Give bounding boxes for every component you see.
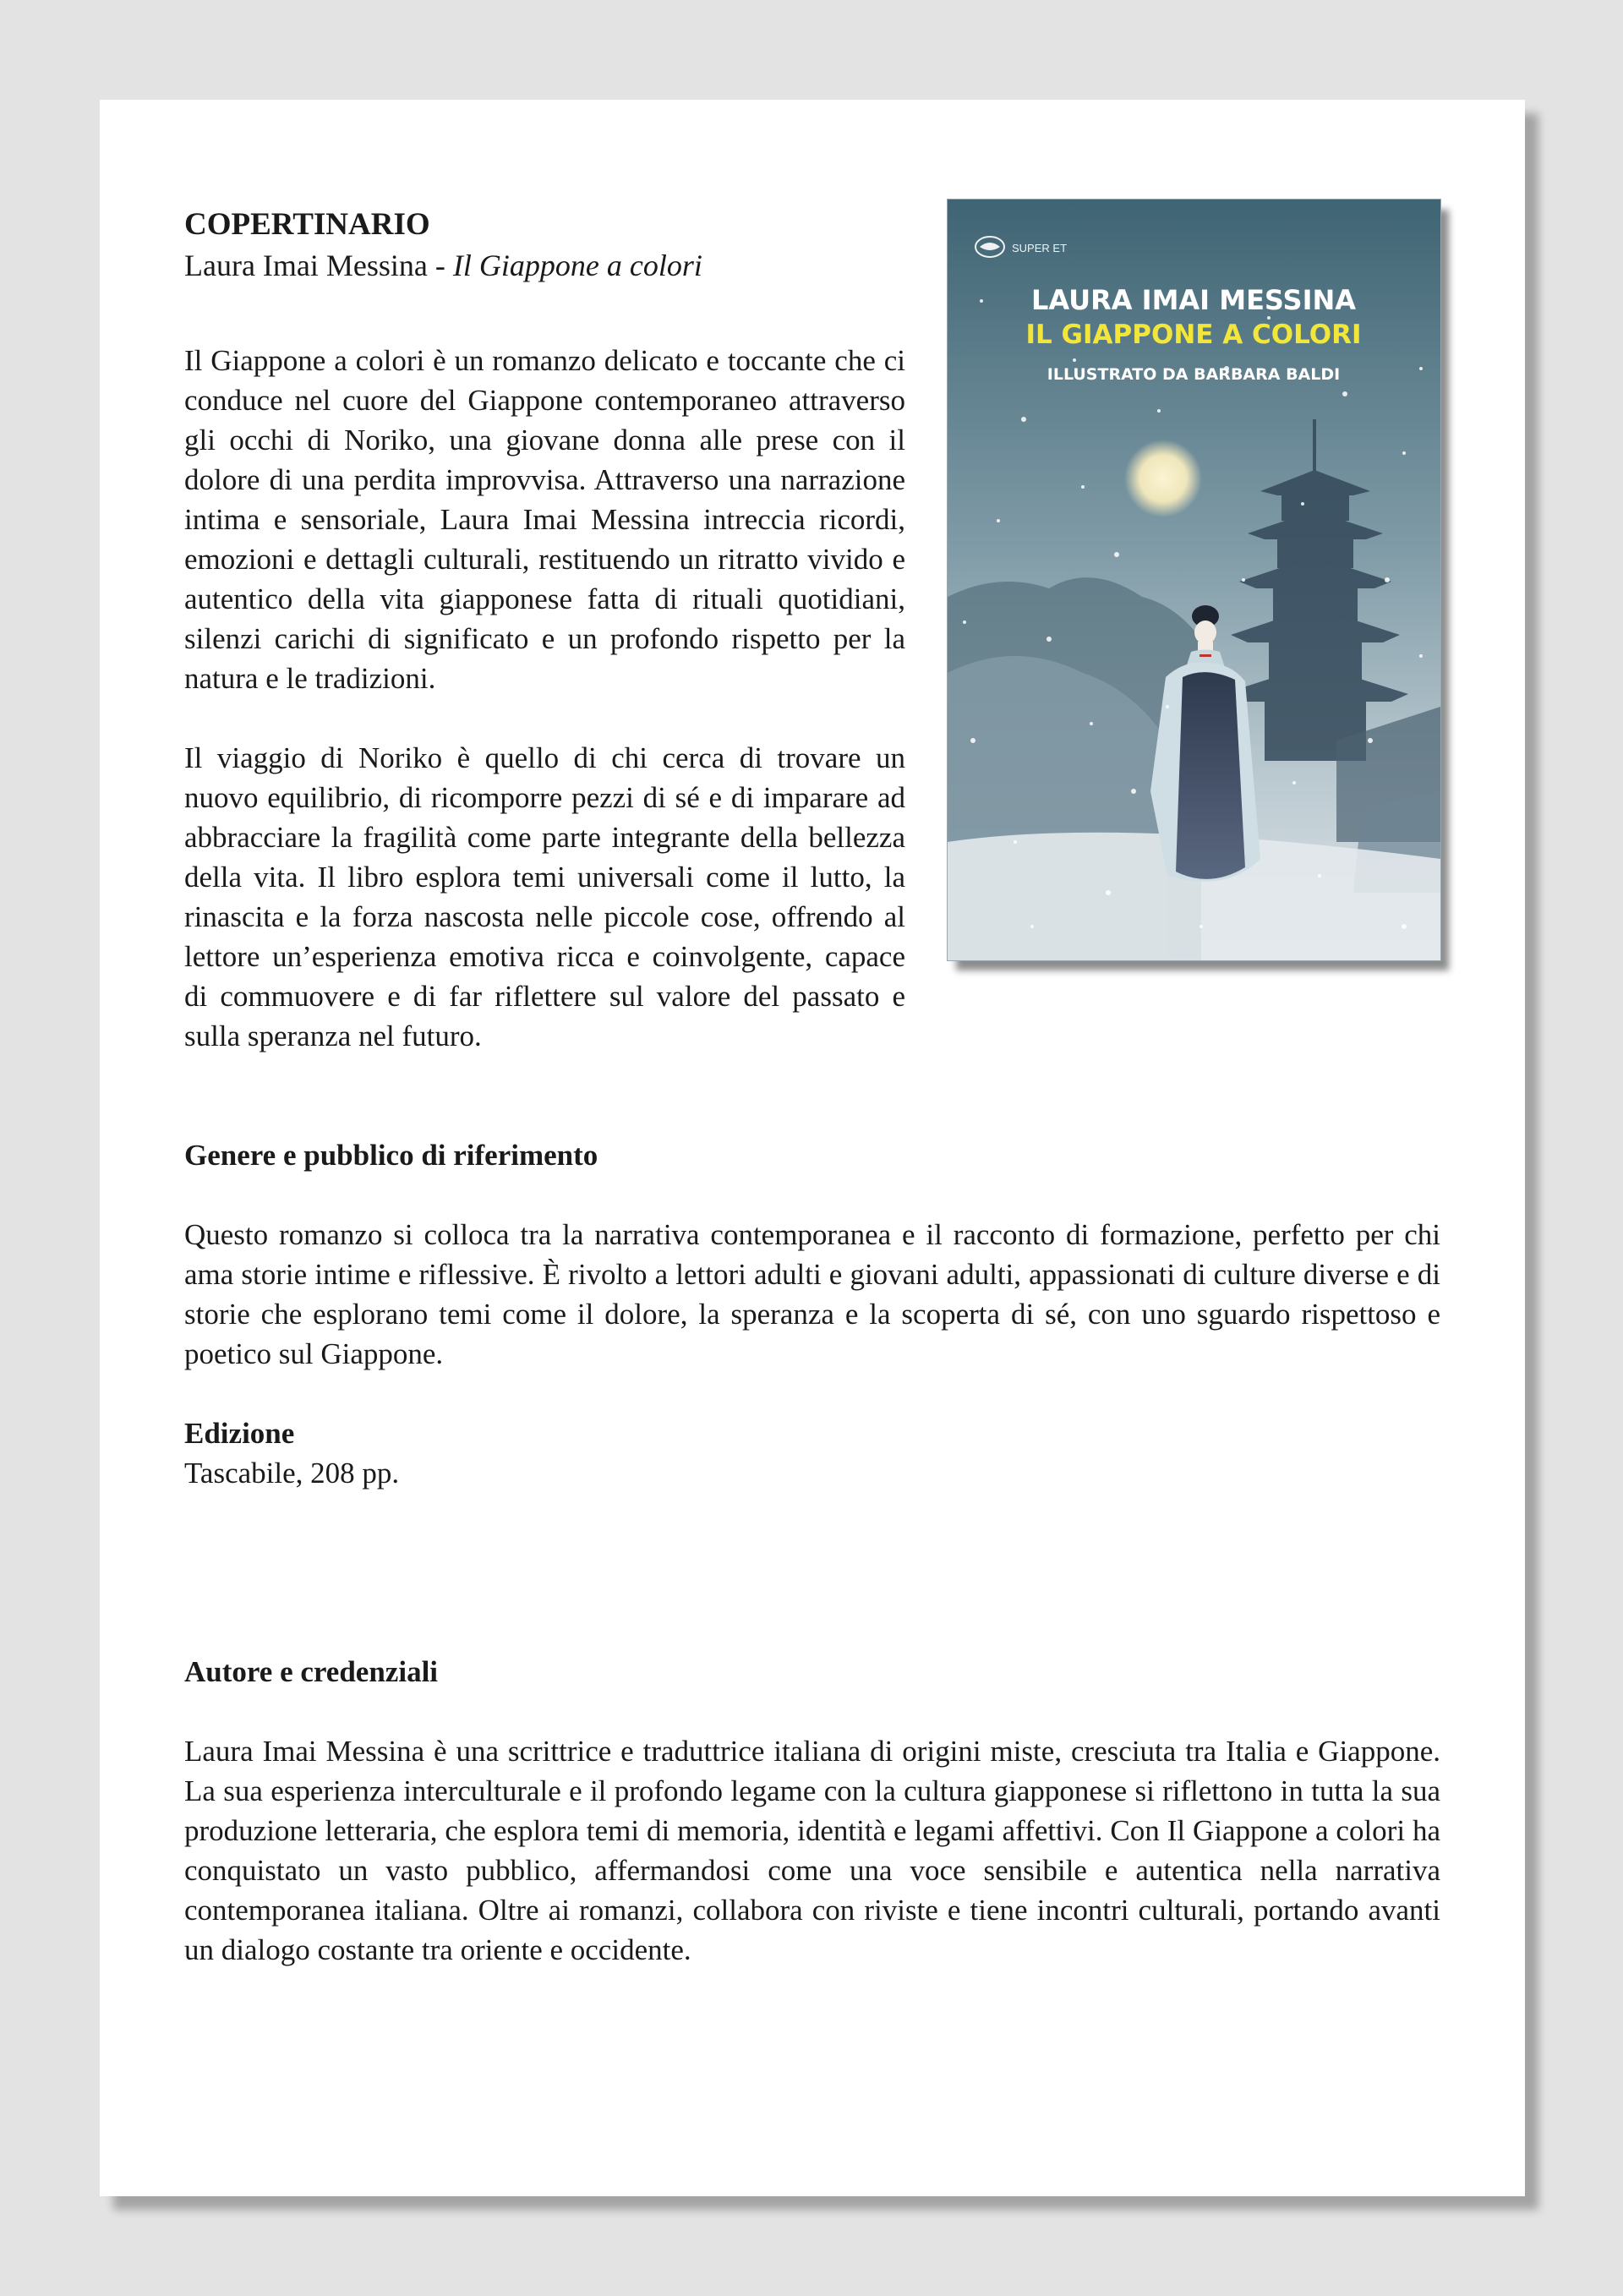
genre-section-text: Questo romanzo si colloca tra la narrativa contemporanea e il racconto di formazione, perfetto per chi ama storie intime e riflessive. È rivolto a lettori adulti e giovani adulti, appassionati di culture diverse e di storie che esplorano temi come il dolore, la speranza e la scoperta di sé, con uno sguardo rispettoso e poetico sul Giappone. (184, 1218, 1440, 1370)
cover-author: LAURA IMAI MESSINA (1030, 284, 1357, 316)
cover-illustrator: ILLUSTRATO DA BARBARA BALDI (1046, 365, 1341, 384)
edition-section-title: Edizione (184, 1417, 295, 1450)
intro-paragraph-2: Il viaggio di Noriko è quello di chi cerca di trovare un nuovo equilibrio, di ricomporre pezzi di sé e di imparare ad abbracciare la fragilità come parte integrante della bellezza della vita. Il libro esplora temi universali come il lutto, la rinascita e la forza nascosta nelle piccole cose, offrendo al lettore un’esperienza emotiva ricca e coinvolgente, capace di commuovere e di far riflettere sul valore del passato e sulla speranza nel futuro. (184, 741, 905, 1052)
book-cover-illustration (948, 200, 1440, 960)
intro-paragraph-1: Il Giappone a colori è un romanzo delicato e toccante che ci conduce nel cuore del Giappone contemporaneo attraverso gli occhi di Noriko, una giovane donna alle prese con il dolore di una perdita improvvisa. Attraverso una narrazione intima e sensoriale, Laura Imai Messina intreccia ricordi, emozioni e dettagli culturali, restituendo un ritratto vivido e autentico della vita giapponese fatta di rituali quotidiani, silenzi carichi di significato e un profondo rispetto per la natura e le tradizioni. (184, 344, 905, 695)
moon-icon (1124, 440, 1202, 517)
author-section-title: Autore e credenziali (184, 1655, 439, 1688)
subtitle-author: Laura Imai Messina - (184, 249, 453, 282)
cover-title: IL GIAPPONE A COLORI (1025, 320, 1362, 350)
book-cover (948, 200, 1440, 960)
document-page (100, 100, 1525, 2196)
edition-section-text: Tascabile, 208 pp. (184, 1457, 400, 1490)
genre-section-title: Genere e pubblico di riferimento (184, 1139, 598, 1172)
document-heading: COPERTINARIO (184, 207, 430, 242)
author-section-text: Laura Imai Messina è una scrittrice e traduttrice italiana di origini miste, cresciuta tra Italia e Giappone. La sua esperienza interculturale e il profondo legame con la cultura giapponese si riflettono in tutta la sua produzione letteraria, che esplora temi di memoria, identità e legami affettivi. Con Il Giappone a colori ha conquistato un vasto pubblico, affermandosi come una voce sensibile e autentica nella narrativa contemporanea italiana. Oltre ai romanzi, collabora con riviste e tiene incontri culturali, portando avanti un dialogo costante tra oriente e occidente. (184, 1735, 1440, 1966)
cover-series-label: SUPER ET (1012, 242, 1068, 254)
subtitle-book-title: Il Giappone a colori (452, 249, 702, 282)
book-cover-wrapper (948, 200, 1440, 960)
document-content (184, 205, 1440, 1970)
